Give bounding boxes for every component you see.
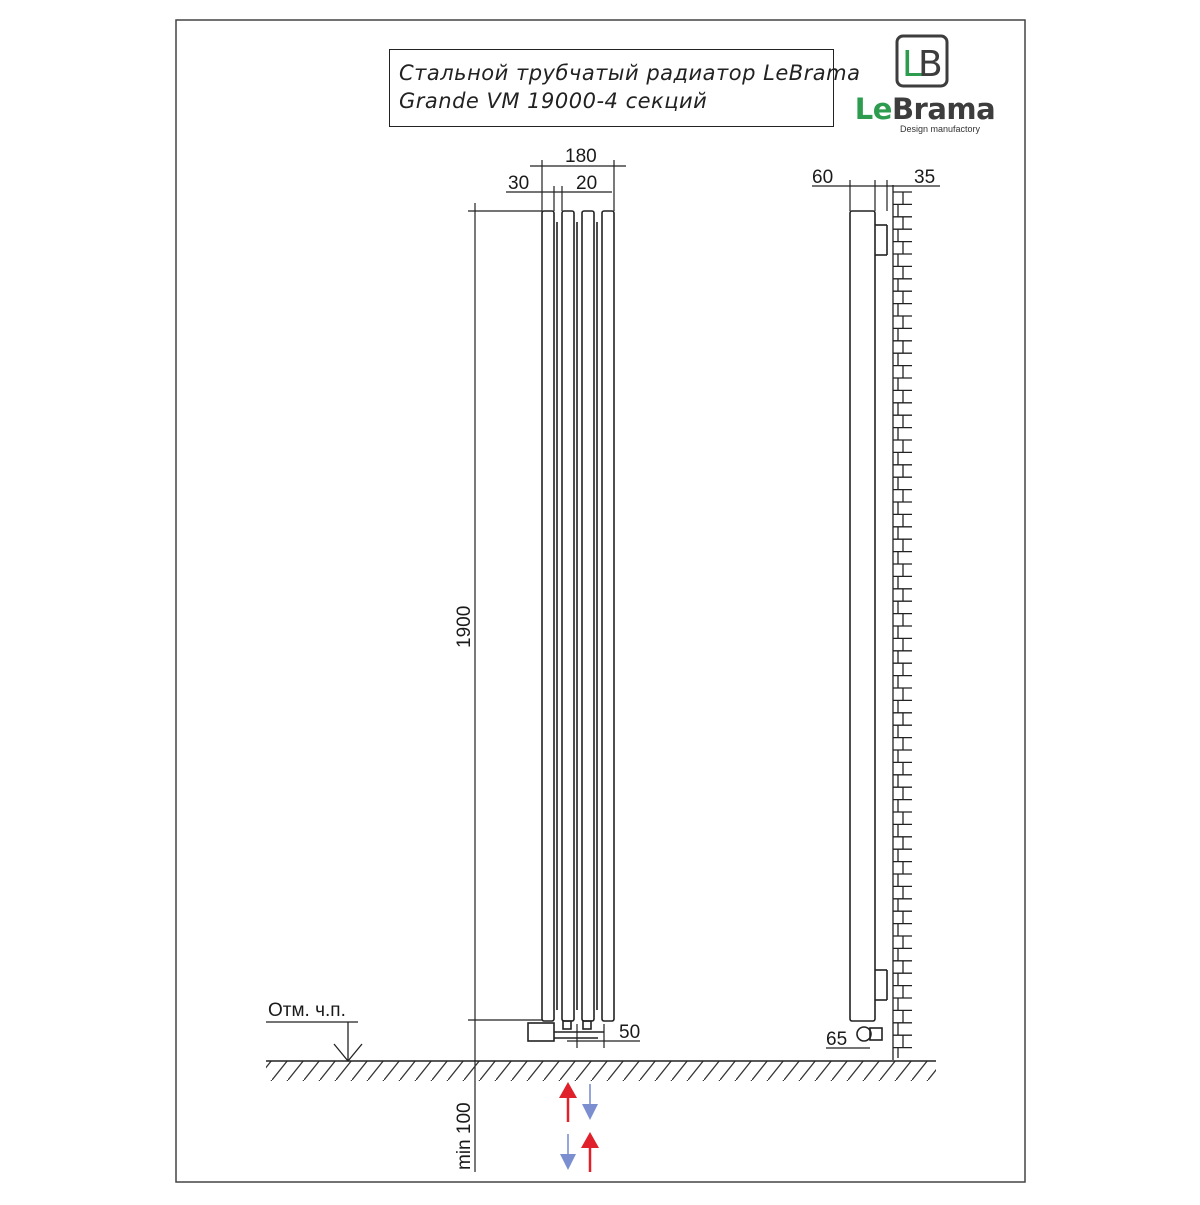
dim-tube-pitch: 20 (576, 173, 598, 194)
side-dimension-lines (812, 180, 940, 1048)
dim-total-width: 180 (565, 146, 597, 167)
dim-valve-offset: 65 (826, 1029, 848, 1050)
side-tube (850, 211, 875, 1021)
title-line-1: Стальной трубчатый радиатор LeBrama (399, 61, 861, 85)
dim-side-depth: 60 (812, 167, 834, 188)
floor-mark-label: Отм. ч.п. (268, 1000, 346, 1021)
logo-monogram-icon (850, 30, 1000, 92)
logo-wordmark-prefix: Le (854, 92, 892, 126)
title-line-2: Grande VM 19000-4 секций (399, 89, 708, 113)
title-block (389, 49, 861, 127)
bottom-valve (528, 1023, 554, 1041)
floor-mark-symbol (266, 1022, 362, 1061)
front-view-radiator (528, 211, 614, 1041)
radiator-tube-1 (542, 211, 554, 1021)
floor (266, 1061, 936, 1081)
side-valve (857, 1027, 871, 1041)
brand-logo (850, 30, 1000, 140)
dim-floor-min: min 100 (454, 1102, 475, 1170)
logo-wordmark (850, 92, 1000, 126)
side-view-radiator (850, 211, 887, 1041)
logo-tagline: Design manufactory (899, 124, 981, 134)
radiator-tube-4 (602, 211, 614, 1021)
logo-wordmark-main: Brama (891, 92, 996, 126)
flow-arrows (559, 1082, 599, 1172)
dim-edge-offset: 30 (508, 173, 530, 194)
logo-monogram-l: L (902, 44, 923, 85)
wall-brick (893, 185, 912, 1060)
logo-monogram-b: B (918, 44, 943, 85)
dim-height: 1900 (454, 605, 475, 648)
radiator-tube-2 (562, 211, 574, 1021)
dim-wall-gap: 35 (914, 167, 936, 188)
dim-bottom-connection: 50 (619, 1022, 641, 1043)
radiator-tube-3 (582, 211, 594, 1021)
